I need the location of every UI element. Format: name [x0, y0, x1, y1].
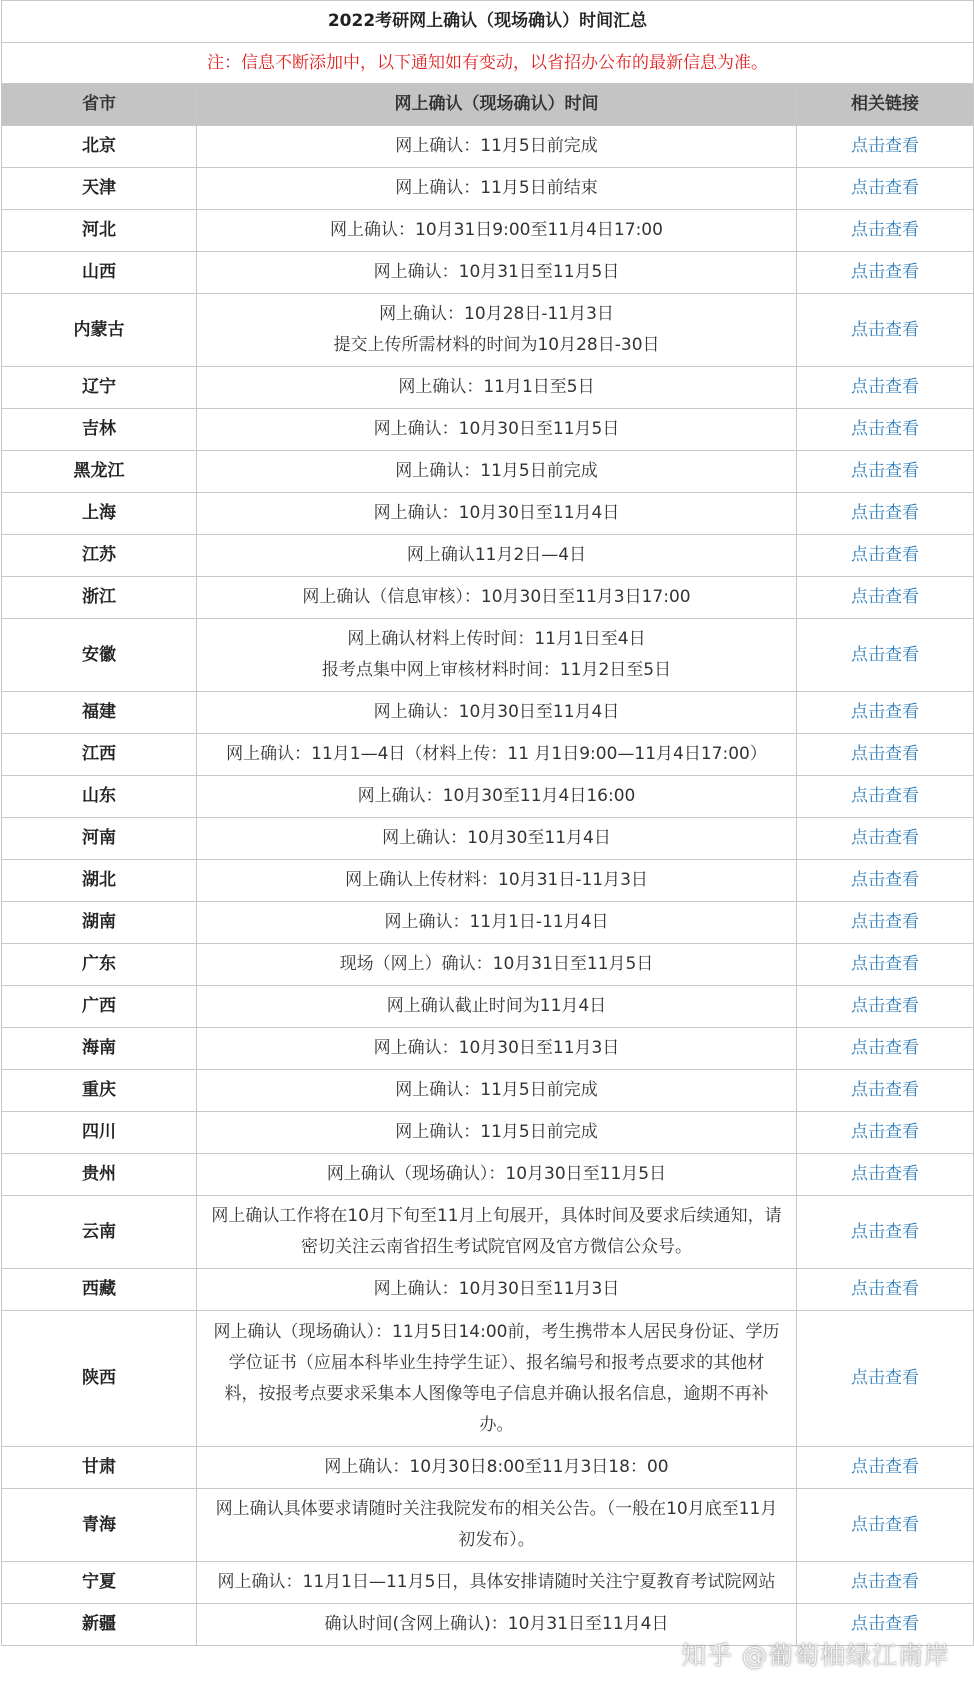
province-cell: 广西 — [2, 986, 197, 1028]
table-row — [2, 1489, 974, 1562]
table-row — [2, 1196, 974, 1269]
time-cell — [197, 535, 797, 577]
link-cell — [797, 1154, 974, 1196]
link-cell — [797, 818, 974, 860]
view-link[interactable]: 点击查看 — [851, 1514, 920, 1535]
view-link[interactable]: 点击查看 — [851, 419, 920, 439]
view-link[interactable]: 点击查看 — [851, 702, 920, 722]
time-line: 网上确认：11月5日前完成 — [395, 136, 598, 156]
time-cell — [197, 1070, 797, 1112]
time-cell — [197, 944, 797, 986]
province-cell: 浙江 — [2, 577, 197, 619]
time-cell — [197, 409, 797, 451]
time-line: 密切关注云南省招生考试院官网及官方微信公众号。 — [301, 1237, 692, 1257]
time-line: 确认时间(含网上确认)：10月31日至11月4日 — [324, 1614, 669, 1634]
time-line: 网上确认：11月1—4日（材料上传：11 月1日9:00—11月4日17:00） — [226, 744, 767, 764]
header-province: 省市 — [2, 84, 197, 126]
link-cell — [797, 1269, 974, 1311]
notice-text: 注：信息不断添加中，以下通知如有变动，以省招办公布的最新信息为准。 — [2, 43, 974, 84]
view-link[interactable]: 点击查看 — [851, 912, 920, 932]
table-row — [2, 944, 974, 986]
link-cell — [797, 1112, 974, 1154]
province-cell: 湖北 — [2, 860, 197, 902]
link-cell — [797, 493, 974, 535]
link-cell — [797, 902, 974, 944]
province-cell: 福建 — [2, 692, 197, 734]
view-link[interactable]: 点击查看 — [851, 996, 920, 1016]
link-cell — [797, 294, 974, 367]
time-line: 网上确认：11月5日前完成 — [395, 1122, 598, 1142]
view-link[interactable]: 点击查看 — [851, 503, 920, 523]
time-cell — [197, 818, 797, 860]
table-row — [2, 1269, 974, 1311]
table-row — [2, 252, 974, 294]
time-cell — [197, 986, 797, 1028]
province-cell: 山西 — [2, 252, 197, 294]
time-line: 报考点集中网上审核材料时间：11月2日至5日 — [321, 660, 672, 680]
time-cell — [197, 451, 797, 493]
time-line: 网上确认材料上传时间：11月1日至4日 — [347, 629, 646, 649]
time-line: 网上确认：11月1日-11月4日 — [384, 912, 609, 932]
time-line: 网上确认：10月30日至11月4日 — [373, 702, 620, 722]
time-cell — [197, 210, 797, 252]
link-cell — [797, 126, 974, 168]
view-link[interactable]: 点击查看 — [851, 870, 920, 890]
table-row — [2, 294, 974, 367]
view-link[interactable]: 点击查看 — [851, 1614, 920, 1634]
province-cell: 西藏 — [2, 1269, 197, 1311]
time-line: 网上确认：11月5日前完成 — [395, 1080, 598, 1100]
table-row — [2, 168, 974, 210]
time-cell — [197, 126, 797, 168]
province-cell: 江西 — [2, 734, 197, 776]
link-cell — [797, 944, 974, 986]
time-cell — [197, 1489, 797, 1562]
province-cell: 宁夏 — [2, 1562, 197, 1604]
schedule-table — [1, 0, 974, 1646]
province-cell: 黑龙江 — [2, 451, 197, 493]
table-row — [2, 210, 974, 252]
province-cell: 甘肃 — [2, 1447, 197, 1489]
province-cell: 河南 — [2, 818, 197, 860]
link-cell — [797, 1196, 974, 1269]
province-cell: 北京 — [2, 126, 197, 168]
view-link[interactable]: 点击查看 — [851, 954, 920, 974]
view-link[interactable]: 点击查看 — [851, 744, 920, 764]
link-cell — [797, 1489, 974, 1562]
table-row — [2, 986, 974, 1028]
time-cell — [197, 1112, 797, 1154]
time-line: 网上确认上传材料：10月31日-11月3日 — [345, 870, 648, 890]
province-cell: 天津 — [2, 168, 197, 210]
time-cell — [197, 1447, 797, 1489]
time-line: 网上确认（信息审核）：10月30日至11月3日17:00 — [302, 587, 691, 607]
time-line: 现场（网上）确认：10月31日至11月5日 — [339, 954, 654, 974]
table-row — [2, 493, 974, 535]
link-cell — [797, 1447, 974, 1489]
time-cell — [197, 902, 797, 944]
time-cell — [197, 1154, 797, 1196]
view-link[interactable]: 点击查看 — [851, 220, 920, 240]
time-line: 网上确认：11月1日—11月5日，具体安排请随时关注宁夏教育考试院网站 — [217, 1572, 776, 1592]
time-line: 网上确认工作将在10月下旬至11月上旬展开，具体时间及要求后续通知，请 — [211, 1206, 782, 1226]
province-cell: 四川 — [2, 1112, 197, 1154]
table-row — [2, 1112, 974, 1154]
province-cell: 青海 — [2, 1489, 197, 1562]
table-row — [2, 1311, 974, 1447]
link-cell — [797, 577, 974, 619]
time-line: 网上确认：10月30日至11月5日 — [373, 419, 620, 439]
link-cell — [797, 734, 974, 776]
table-row — [2, 692, 974, 734]
province-cell: 陕西 — [2, 1311, 197, 1447]
view-link[interactable]: 点击查看 — [851, 1457, 920, 1477]
time-line: 初发布）。 — [458, 1530, 535, 1550]
time-cell — [197, 1562, 797, 1604]
time-cell — [197, 734, 797, 776]
view-link[interactable]: 点击查看 — [851, 644, 920, 665]
province-cell: 河北 — [2, 210, 197, 252]
province-cell: 重庆 — [2, 1070, 197, 1112]
link-cell — [797, 451, 974, 493]
table-row — [2, 1562, 974, 1604]
view-link[interactable]: 点击查看 — [851, 178, 920, 198]
table-row — [2, 1070, 974, 1112]
view-link[interactable]: 点击查看 — [851, 786, 920, 806]
table-row — [2, 126, 974, 168]
view-link[interactable]: 点击查看 — [851, 1279, 920, 1299]
province-cell: 内蒙古 — [2, 294, 197, 367]
time-line: 网上确认：10月30至11月4日16:00 — [357, 786, 636, 806]
link-cell — [797, 1562, 974, 1604]
time-line: 网上确认截止时间为11月4日 — [386, 996, 607, 1016]
table-row — [2, 451, 974, 493]
time-cell — [197, 776, 797, 818]
link-cell — [797, 252, 974, 294]
table-row — [2, 734, 974, 776]
time-line: 网上确认：10月30至11月4日 — [382, 828, 611, 848]
province-cell: 新疆 — [2, 1604, 197, 1646]
table-row — [2, 1028, 974, 1070]
link-cell — [797, 535, 974, 577]
time-line: 网上确认：10月30日至11月4日 — [373, 503, 620, 523]
view-link[interactable]: 点击查看 — [851, 1221, 920, 1242]
watermark: 知乎 @葡萄柚绿江南岸 — [681, 1641, 950, 1670]
link-cell — [797, 860, 974, 902]
link-cell — [797, 619, 974, 692]
table-row — [2, 776, 974, 818]
time-cell — [197, 493, 797, 535]
province-cell: 山东 — [2, 776, 197, 818]
time-line: 网上确认11月2日—4日 — [406, 545, 587, 565]
time-cell — [197, 1269, 797, 1311]
time-cell — [197, 860, 797, 902]
view-link[interactable]: 点击查看 — [851, 1038, 920, 1058]
time-line: 学位证书（应届本科毕业生持学生证）、报名编号和报考点要求的其他材 — [228, 1352, 765, 1373]
time-line: 网上确认：10月30日8:00至11月3日18：00 — [324, 1457, 669, 1477]
province-cell: 辽宁 — [2, 367, 197, 409]
time-line: 提交上传所需材料的时间为10月28日-30日 — [333, 335, 660, 355]
view-link[interactable]: 点击查看 — [851, 262, 920, 282]
time-cell — [197, 367, 797, 409]
table-row — [2, 1154, 974, 1196]
table-row — [2, 367, 974, 409]
link-cell — [797, 1311, 974, 1447]
time-cell — [197, 1196, 797, 1269]
view-link[interactable]: 点击查看 — [851, 828, 920, 848]
link-cell — [797, 692, 974, 734]
note-row — [2, 43, 974, 84]
table-row — [2, 902, 974, 944]
link-cell — [797, 367, 974, 409]
link-cell — [797, 1028, 974, 1070]
time-cell — [197, 252, 797, 294]
time-line: 网上确认：11月1日至5日 — [398, 377, 595, 397]
link-cell — [797, 986, 974, 1028]
table-row — [2, 409, 974, 451]
time-line: 办。 — [479, 1414, 514, 1435]
table-row — [2, 619, 974, 692]
time-line: 料，按报考点要求采集本人图像等电子信息并确认报名信息，逾期不再补 — [224, 1383, 769, 1404]
province-cell: 云南 — [2, 1196, 197, 1269]
link-cell — [797, 210, 974, 252]
time-cell — [197, 692, 797, 734]
view-link[interactable]: 点击查看 — [851, 1164, 920, 1184]
time-cell — [197, 168, 797, 210]
time-cell — [197, 294, 797, 367]
time-line: 网上确认：10月31日至11月5日 — [373, 262, 620, 282]
province-cell: 上海 — [2, 493, 197, 535]
view-link[interactable]: 点击查看 — [851, 587, 920, 607]
time-cell — [197, 577, 797, 619]
view-link[interactable]: 点击查看 — [851, 545, 920, 565]
view-link[interactable]: 点击查看 — [851, 1572, 920, 1592]
time-line: 网上确认：11月5日前结束 — [395, 178, 598, 198]
table-title: 2022考研网上确认（现场确认）时间汇总 — [2, 1, 974, 43]
time-line: 网上确认：10月31日9:00至11月4日17:00 — [330, 220, 663, 240]
province-cell: 湖南 — [2, 902, 197, 944]
table-row — [2, 818, 974, 860]
link-cell — [797, 409, 974, 451]
time-cell — [197, 619, 797, 692]
table-row — [2, 1447, 974, 1489]
province-cell: 贵州 — [2, 1154, 197, 1196]
header-row — [2, 84, 974, 126]
time-line: 网上确认：11月5日前完成 — [395, 461, 598, 481]
table-row — [2, 535, 974, 577]
time-line: 网上确认（现场确认）：10月30日至11月5日 — [326, 1164, 667, 1184]
link-cell — [797, 776, 974, 818]
province-cell: 安徽 — [2, 619, 197, 692]
province-cell: 江苏 — [2, 535, 197, 577]
province-cell: 海南 — [2, 1028, 197, 1070]
view-link[interactable]: 点击查看 — [851, 136, 920, 156]
time-cell — [197, 1028, 797, 1070]
time-line: 网上确认具体要求请随时关注我院发布的相关公告。（一般在10月底至11月 — [215, 1499, 778, 1519]
time-line: 网上确认（现场确认）：11月5日14:00前，考生携带本人居民身份证、学历 — [213, 1321, 780, 1342]
view-link[interactable]: 点击查看 — [851, 461, 920, 481]
time-line: 网上确认：10月30日至11月3日 — [373, 1038, 620, 1058]
view-link[interactable]: 点击查看 — [851, 377, 920, 397]
time-cell — [197, 1311, 797, 1447]
view-link[interactable]: 点击查看 — [851, 319, 920, 340]
table-row — [2, 577, 974, 619]
link-cell — [797, 168, 974, 210]
time-line: 网上确认：10月30日至11月3日 — [373, 1279, 620, 1299]
province-cell: 吉林 — [2, 409, 197, 451]
header-link: 相关链接 — [797, 84, 974, 126]
header-time: 网上确认（现场确认）时间 — [197, 84, 797, 126]
link-cell — [797, 1070, 974, 1112]
view-link[interactable]: 点击查看 — [851, 1122, 920, 1142]
view-link[interactable]: 点击查看 — [851, 1368, 920, 1388]
time-line: 网上确认：10月28日-11月3日 — [379, 304, 614, 324]
table-row — [2, 860, 974, 902]
view-link[interactable]: 点击查看 — [851, 1080, 920, 1100]
title-row — [2, 1, 974, 43]
province-cell: 广东 — [2, 944, 197, 986]
